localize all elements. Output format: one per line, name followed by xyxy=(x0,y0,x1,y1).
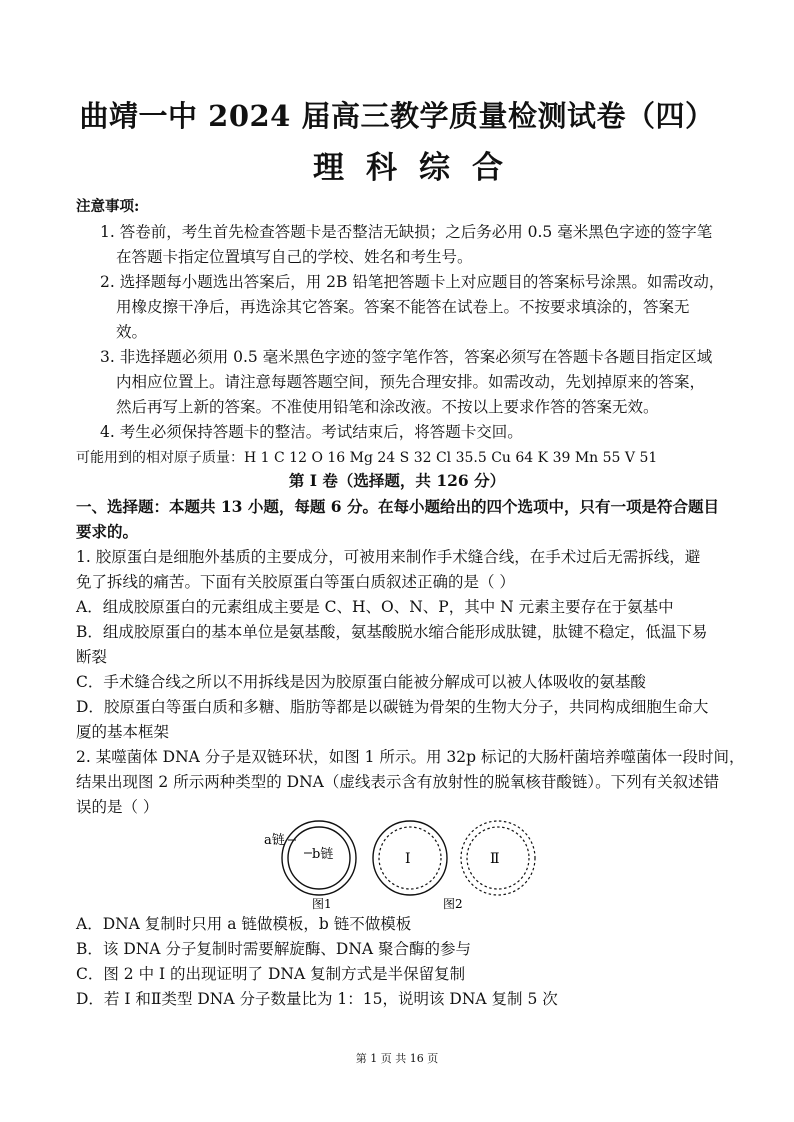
notice-line: 4. 考生必须保持答题卡的整洁。考试结束后，将答题卡交回。 xyxy=(100,423,523,441)
atomic-masses: 可能用到的相对原子质量：H 1 C 12 O 16 Mg 24 S 32 Cl 35.5 Cu 64 K 39 Mn 55 V 51 xyxy=(76,450,658,466)
label-b: b链 xyxy=(312,847,334,862)
notice-line: 1. 答卷前，考生首先检查答题卡是否整洁无缺损；之后务必用 0.5 毫米黑色字迹的签字笔 xyxy=(100,223,713,241)
question-2-stem: 2. 某噬菌体 DNA 分子是双链环状，如图 1 所示。用 32p 标记的大肠杆菌培养噬菌体一段时间， xyxy=(76,748,745,766)
question-2-option-c: C．图 2 中 I 的出现证明了 DNA 复制方式是半保留复制 xyxy=(76,965,466,983)
label-type-ii: Ⅱ xyxy=(490,851,500,867)
figure-2-caption: 图2 xyxy=(443,897,463,910)
section-title: 第 I 卷（选择题，共 126 分） xyxy=(288,471,506,490)
figure-1-caption: 图1 xyxy=(312,897,332,910)
section-instruction: 一、选择题：本题共 13 小题，每题 6 分。在每小题给出的四个选项中，只有一项是符合题目 xyxy=(76,497,719,516)
notice-line: 用橡皮擦干净后，再选涂其它答案。答案不能答在试卷上。不按要求填涂的，答案无 xyxy=(116,298,690,316)
page-number: 第 1 页 共 16 页 xyxy=(355,1052,439,1065)
question-2-option-d: D．若 I 和Ⅱ类型 DNA 分子数量比为 1：15，说明该 DNA 复制 5 次 xyxy=(76,990,558,1008)
notice-line: 3. 非选择题必须用 0.5 毫米黑色字迹的签字笔作答，答案必须写在答题卡各题目指定区域 xyxy=(100,348,713,366)
notice-line: 内相应位置上。请注意每题答题空间，预先合理安排。如需改动，先划掉原来的答案， xyxy=(116,373,706,391)
notice-heading: 注意事项: xyxy=(76,198,140,215)
dna-figure xyxy=(258,818,538,910)
section-instruction: 要求的。 xyxy=(76,522,139,541)
question-1-option-b: 断裂 xyxy=(76,648,108,666)
question-1-stem: 1. 胶原蛋白是细胞外基质的主要成分，可被用来制作手术缝合线，在手术过后无需拆线，避 xyxy=(76,548,701,566)
question-1-option-a: A．组成胶原蛋白的元素组成主要是 C、H、O、N、P，其中 N 元素主要存在于氨基中 xyxy=(76,598,674,616)
exam-title: 曲靖一中 2024 届高三教学质量检测试卷（四） xyxy=(79,99,715,133)
question-1-option-d: 厦的基本框架 xyxy=(76,723,170,741)
question-2-option-b: B．该 DNA 分子复制时需要解旋酶、DNA 聚合酶的参与 xyxy=(76,940,472,958)
notice-line: 效。 xyxy=(116,323,148,341)
notice-line: 在答题卡指定位置填写自己的学校、姓名和考生号。 xyxy=(116,248,473,266)
question-1-option-c: C．手术缝合线之所以不用拆线是因为胶原蛋白能被分解成可以被人体吸收的氨基酸 xyxy=(76,673,646,691)
question-2-stem: 误的是（ ） xyxy=(76,798,159,816)
label-a: a链 xyxy=(264,833,285,848)
question-2-option-a: A．DNA 复制时只用 a 链做模板，b 链不做模板 xyxy=(76,915,412,933)
question-1-stem: 免了拆线的痛苦。下面有关胶原蛋白等蛋白质叙述正确的是（ ） xyxy=(76,573,515,591)
question-1-option-b: B．组成胶原蛋白的基本单位是氨基酸，氨基酸脱水缩合能形成肽键，肽键不稳定，低温下易 xyxy=(76,623,708,641)
question-2-stem: 结果出现图 2 所示两种类型的 DNA（虚线表示含有放射性的脱氧核苷酸链）。下列有关叙述错 xyxy=(76,773,720,791)
notice-line: 然后再写上新的答案。不准使用铅笔和涂改液。不按以上要求作答的答案无效。 xyxy=(116,398,659,416)
question-1-option-d: D．胶原蛋白等蛋白质和多糖、脂肪等都是以碳链为骨架的生物大分子，共同构成细胞生命大 xyxy=(76,698,709,716)
label-type-i: Ⅰ xyxy=(405,851,411,867)
exam-subtitle: 理科综合 xyxy=(313,150,525,186)
notice-line: 2. 选择题每小题选出答案后，用 2B 铅笔把答题卡上对应题目的答案标号涂黑。如需改动， xyxy=(100,273,725,291)
